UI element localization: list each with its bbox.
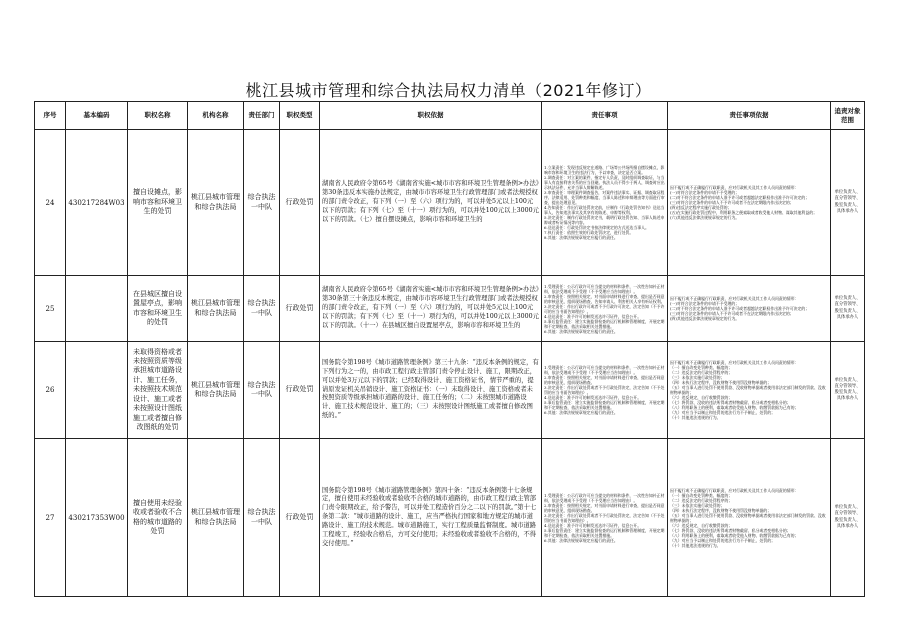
row-no: 25 <box>35 276 66 342</box>
row-responsibility-basis <box>668 439 831 597</box>
row-power-name: 未取得资格或者未按照资质等级承担城市道路设计、施工任务，未按照技术规范设计、施工或者未按照设计图纸施工或者擅自修改图纸的处罚 <box>128 342 188 439</box>
row-code <box>66 342 128 439</box>
row-responsibilities <box>542 130 668 276</box>
row-basis: 湖南省人民政府令第65号《湖南省实施<城市市容和环境卫生管理条例>办法》第30条第三十条违反本规定，由城市市容环境卫生行政管理部门或者法规授权的部门责令改正，有下列（一）至（六）项行为的，可以并处5元以上100元以下的罚款；有下列（七）至（十一）项行为的，可以并处100元以上3000元以下的罚款。（十一）在县城区擅自设置屋亭点，影响市容和环境卫生的 <box>320 276 542 342</box>
row-org: 桃江县城市管理和综合执法局 <box>188 342 244 439</box>
header-basis: 职权依据 <box>320 102 542 130</box>
cell-line: (六)其他违反法律法规规章规定的行为。 <box>670 215 740 220</box>
cell-line: 4.告知责任：作出行政处罚决定前，应制作《行政处罚告知书》送达当事人，告知违法事实及其享有的陈述、申辩等权利。 <box>544 205 665 215</box>
row-type: 行政处罚 <box>280 130 320 276</box>
row-basis: 湖南省人民政府令第65号《湖南省实施<城市市容和环境卫生管理条例>办法》第30条违反本实施办法规定，由城市市容环境卫生行政管理部门或者法规授权的部门责令改正，有下列（一）至（六）项行为的，可以并处5元以上100元以下的罚款；有下列（七）至（十一）项行为的，可以并处100元以上3000元以下的罚款。（七）擅自摆设摊点，影响市容和环境卫生的 <box>320 130 542 276</box>
header-code: 基本编码 <box>66 102 128 130</box>
cell-line: 2.调查责任：对立案的案件，指定专人负责，及时组织调查取证，与当事人有直接利害关系的应当回避。执法人员不得少于两人，调查时应出示执法证件，允许当事人辩解陈述。 <box>544 175 665 190</box>
cell-line: 4.送达责任：准予许可的制发送达许可证件，信息公开。 <box>544 522 642 528</box>
row-no: 27 <box>35 439 66 597</box>
row-type: 行政处罚 <box>280 276 320 342</box>
power-list-table <box>34 101 865 597</box>
cell-line: （四）未执行法定程序，没收财物不使用罚没财物单据的； <box>670 507 772 513</box>
row-responsibility-basis <box>668 342 831 439</box>
header-resp: 责任事项 <box>542 102 668 130</box>
header-target: 追责对象范围 <box>831 102 865 130</box>
header-rbasis: 责任事项依据 <box>668 102 831 130</box>
row-basis: 国务院令第198号《城市道路管理条例》第三十九条：“违反本条例的规定，有下列行为之一的，由市政工程行政主管部门责令停止设计、施工，限期改正，可以并处3万元以下的罚款；已经取得设计、施工资格证书，情节严重的，提请原发证机关吊销设计、施工资格证书：（一）未取得设计、施工资格或者未按照资质等级承担城市道路的设计、施工任务的；（二）未按照城市道路设计、施工技术规范设计、施工的；（三）未按照设计图纸施工或者擅自修改图纸的。” <box>320 342 542 439</box>
cell-line: (三)对符合法定条件的申请人不予许可或者不在法定期限内作出决定的； <box>670 311 794 316</box>
cell-line: （九）对应当予以制止和处罚的违法行为不予制止、处罚的； <box>670 410 776 415</box>
cell-line: （一）擅自改变处罚种类、幅度的； <box>670 492 733 498</box>
header-no: 序号 <box>35 102 66 130</box>
cell-line: 8.其他：法律法规规章规定应履行的责任。 <box>544 235 618 240</box>
row-org: 桃江县城市管理和综合执法局 <box>188 130 244 276</box>
row-code: 430217353W00 <box>66 439 128 597</box>
cell-line: 6.送达责任：行政处罚决定书按法律规定的方式送达当事人。 <box>544 225 649 230</box>
cell-line: 4.送达责任：准予许可的制发送达许可证件，信息公开。 <box>544 395 642 400</box>
cell-line: （七）将罚款、没收的违法所得或者财物截留、私分或者变相私分的； <box>670 527 791 533</box>
cell-line: （三）未依法实施行政处罚的； <box>670 375 725 380</box>
cell-line: 1.受理责任：公示行政许可应当提交的材料和条件，一次性告知补正材料，依法受理或不予受理（不予受理应当告知理由）。 <box>544 492 665 503</box>
cell-line: （十）其他违法违规的行为。 <box>670 542 721 548</box>
cell-line: (二)对不符合法定条件的申请人准予许可或者超越法定职权作出准予许可决定的； <box>670 306 810 311</box>
cell-line: 2.审查责任：按照相关规定，对书面申请材料进行审查，提出是否同意的审核意见，组织现场勘查。 <box>544 375 665 385</box>
cell-line: 3.决定责任：作出行政许可或者不予行政许可决定，法定告知（不予许可的应当书面告知理由）。 <box>544 303 665 314</box>
cell-line: 因不履行或不正确履行行政职责，应对行政机关及其工作人员问责的情形： <box>670 487 799 493</box>
cell-line: 4.送达责任：准予许可的制发送达许可证件，信息公开。 <box>544 313 642 319</box>
table-row <box>35 439 865 597</box>
cell-line: 3.决定责任：作出行政处罚或者不予行政处罚决定，法定告知（不予处罚的应当书面告知理由）。 <box>544 385 665 395</box>
table-row <box>35 130 865 276</box>
cell-line: （四）未执行法定程序，没收财物不使用罚没财物单据的； <box>670 380 772 385</box>
cell-line: （五）对当事人进行处罚不使用罚款、没收财物单据或者使用非法定部门制发的罚款、没收财物单据的； <box>670 512 826 523</box>
row-responsibilities <box>542 342 668 439</box>
cell-line: （七）将罚款、没收的违法所得或者财物截留、私分或者变相私分的； <box>670 400 791 405</box>
cell-line: (一)对符合法定条件的申请不予受理的； <box>670 301 740 306</box>
row-dept: 综合执法一中队 <box>244 439 280 597</box>
cell-line: 1.受理责任：公示行政许可应当提交的材料和条件，一次性告知补正材料，依法受理或不予受理（不予受理应当告知理由）。 <box>544 283 665 294</box>
row-responsibility-basis <box>668 130 831 276</box>
header-name: 职权名称 <box>128 102 188 130</box>
row-accountability-target: 单位负责人、直分管领导、股室负责人、具体承办人 <box>831 439 865 597</box>
cell-line: (一)对符合法定条件的申请不予受理的； <box>670 190 740 195</box>
cell-line: 5.事后监管责任：建立实施监督检查的运行机制和管理制度，开展定期和不定期检查，依法采取相关处置措施。 <box>544 318 665 329</box>
header-dept: 责任部门 <box>244 102 280 130</box>
cell-line: 6.其他：法律法规规章规定应履行的责任。 <box>544 328 618 334</box>
cell-line: 7.执行责任：依照生效的行政处罚决定，进行处罚。 <box>544 230 634 235</box>
row-power-name: 在县城区擅自设置屋亭点，影响市容和环境卫生的处罚 <box>128 276 188 342</box>
cell-line: （十）其他违法违规的行为。 <box>670 415 721 420</box>
cell-line: 6.其他：法律法规规章规定应履行的责任。 <box>544 410 618 415</box>
cell-line: (二)对不符合法定条件的申请人准予许可或者超越法定职权作出准予许可决定的； <box>670 195 810 200</box>
row-type: 行政处罚 <box>280 439 320 597</box>
row-org: 桃江县城市管理和综合执法局 <box>188 276 244 342</box>
row-power-name: 擅自使用未经验收或者验收不合格的城市道路的处罚 <box>128 439 188 597</box>
cell-line: (四)其他违反法律法规规章规定的行为。 <box>670 316 740 321</box>
row-code <box>66 276 128 342</box>
cell-line: 5.决定责任：制作行政处罚决定书，载明行政处罚告知、当事人陈述申辩或者听证情况等内容。 <box>544 215 665 225</box>
row-dept: 综合执法一中队 <box>244 130 280 276</box>
cell-line: 1.立案责任：发现违反规定在道路、广场等公共场所擅自摆设摊点，影响市容和环境卫生的违法行为，予以审查，决定是否立案。 <box>544 165 665 175</box>
row-no: 26 <box>35 342 66 439</box>
row-dept: 综合执法一中队 <box>244 342 280 439</box>
cell-line: 2.审查责任：按照相关规定，对书面申请材料进行审查，提出是否同意的审核意见，组织现场勘查，告知申请人、利害相关人享有听证权利。 <box>544 293 665 304</box>
cell-line: （六）违反规定，自行收缴罚款的； <box>670 522 733 528</box>
cell-line: 3.决定责任：作出行政处罚或者不予行政处罚决定，法定告知（不予处罚的应当书面告知理由）。 <box>544 512 665 523</box>
row-code: 430217284W03 <box>66 130 128 276</box>
table-row <box>35 342 865 439</box>
header-type: 职权类型 <box>280 102 320 130</box>
page-title: 桃江县城市管理和综合执法局权力清单（2021年修订） <box>245 81 652 100</box>
cell-line: 6.其他：法律法规规章规定应履行的责任。 <box>544 537 618 543</box>
cell-line: (三)对符合法定条件的申请人不予许可或者不在法定期限内作出决定的； <box>670 200 794 205</box>
row-no: 24 <box>35 130 66 276</box>
cell-line: 3.审查责任：审理案件调查报告，对案件违法事实、证据、调查取证程序、法律适用、处罚种类和幅度、当事人陈述和申辩理由等方面进行审查，提出处理意见。 <box>544 190 665 205</box>
row-responsibilities <box>542 276 668 342</box>
cell-line: 因不履行或不正确履行行政职责，应对行政机关及其工作人员问责的情形： <box>670 185 799 190</box>
row-power-name: 擅自设摊点，影响市容和环境卫生的处罚 <box>128 130 188 276</box>
row-accountability-target: 单位负责人、直分管领导、股室负责人、具体承办人 <box>831 130 865 276</box>
cell-line: (四)违反法定程序实施行政处罚的； <box>670 205 732 210</box>
row-org: 桃江县城市管理和综合执法局 <box>188 439 244 597</box>
cell-line: 5.事后监管责任：建立实施监督检查的运行机制和管理制度，开展定期和不定期检查，依法采取相关处置措施。 <box>544 400 665 410</box>
row-responsibility-basis <box>668 276 831 342</box>
cell-line: （六）违反规定，自行收缴罚款的； <box>670 395 733 400</box>
cell-line: （九）对应当予以制止和处罚的违法行为不予制止、处罚的； <box>670 537 776 543</box>
cell-line: （二）违反法定的行政处罚程序的； <box>670 370 733 375</box>
cell-line: （一）擅自改变处罚种类、幅度的； <box>670 365 733 370</box>
row-accountability-target: 单位负责人、直分管领导、股室负责人、具体承办人 <box>831 342 865 439</box>
cell-line: （八）利用职务上的便利，索取或者收受他人财物、收缴罚款据为己有的； <box>670 532 799 538</box>
row-dept: 综合执法一中队 <box>244 276 280 342</box>
cell-line: 2.审查责任：按照相关规定，对书面申请材料进行审查，提出是否同意的审核意见，组织现场勘查。 <box>544 502 665 513</box>
cell-line: （二）违反法定的行政处罚程序的； <box>670 497 733 503</box>
row-basis: 国务院令第198号《城市道路管理条例》第四十条：“违反本条例第十七条规定，擅自使用未经验收或者验收不合格的城市道路的，由市政工程行政主管部门责令限期改正，给予警告，可以并处工程造价百分之二以下的罚款。”第十七条第二款：“城市道路的设计、施工，应当严格执行国家和地方规定的城市道路设计、施工的技术规范。城市道路施工，实行工程质量监督制度。城市道路工程竣工，经验收合格后，方可交付使用；未经验收或者验收不合格的，不得交付使用。” <box>320 439 542 597</box>
cell-line: (五)在实施行政处罚过程中，利用职务之便索取或者收受他人财物、谋取其他利益的； <box>670 210 817 215</box>
row-responsibilities <box>542 439 668 597</box>
cell-line: （五）对当事人进行处罚不使用罚款、没收财物单据或者使用非法定部门制发的罚款、没收财物单据的； <box>670 385 826 395</box>
cell-line: 1.受理责任：公示行政许可应当提交的材料和条件，一次性告知补正材料，依法受理或不予受理（不予受理应当告知理由）。 <box>544 365 665 375</box>
cell-line: （三）未依法实施行政处罚的； <box>670 502 725 508</box>
row-accountability-target: 单位负责人、直分管领导、股室负责人、具体承办人 <box>831 276 865 342</box>
header-org: 机构名称 <box>188 102 244 130</box>
table-row <box>35 276 865 342</box>
cell-line: （八）利用职务上的便利，索取或者收受他人财物、收缴罚款据为己有的； <box>670 405 799 410</box>
table-header-row <box>35 102 865 130</box>
row-type: 行政处罚 <box>280 342 320 439</box>
cell-line: 因不履行或不正确履行行政职责，应对行政机关及其工作人员问责的情形： <box>670 296 799 301</box>
cell-line: 因不履行或不正确履行行政职责，应对行政机关及其工作人员问责的情形： <box>670 360 799 365</box>
cell-line: 5.事后监管责任：建立实施监督检查的运行机制和管理制度，开展定期和不定期检查，依法采取相关处置措施。 <box>544 527 665 538</box>
